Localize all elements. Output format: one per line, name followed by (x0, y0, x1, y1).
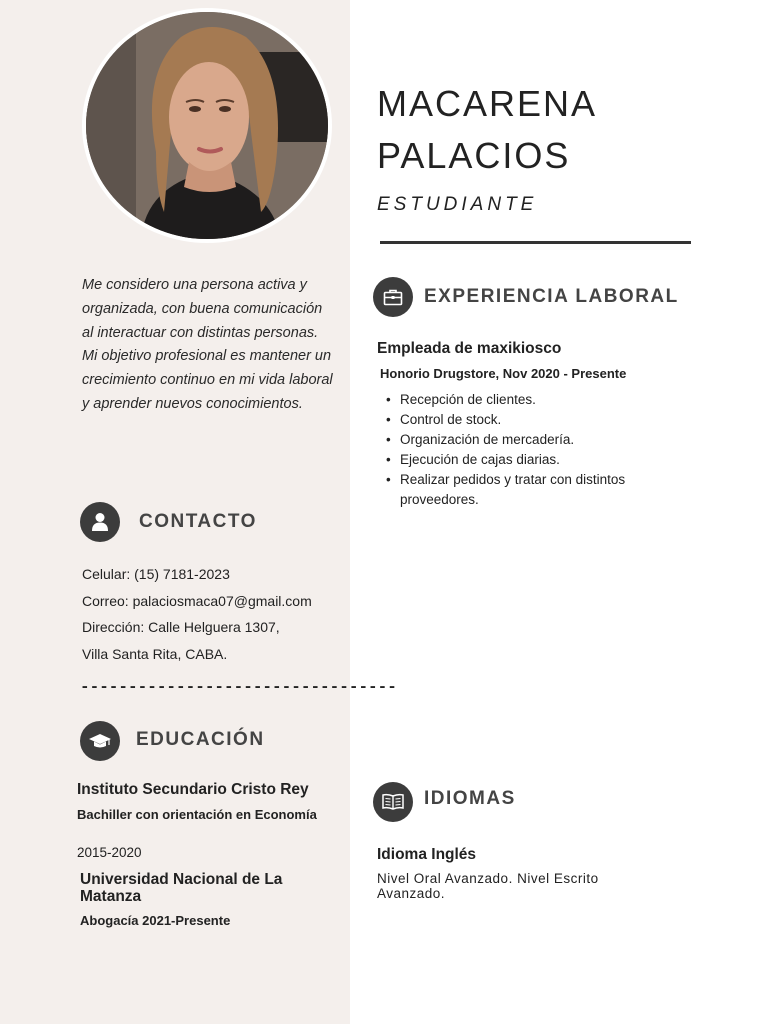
first-name: MACARENA (377, 83, 598, 124)
user-icon (80, 502, 120, 542)
list-item: • Recepción de clientes. (400, 390, 690, 410)
experience-title: EXPERIENCIA LABORAL (424, 286, 679, 307)
title-divider (380, 241, 691, 244)
briefcase-icon (373, 277, 413, 317)
graduation-cap-icon (80, 721, 120, 761)
school-name: Universidad Nacional de La Matanza (80, 871, 283, 905)
degree-text: Bachiller con orientación en Economía (77, 807, 317, 822)
job-company: Honorio Drugstore, Nov 2020 - Presente (380, 366, 627, 381)
phone-text: Celular: (15) 7181-2023 (82, 566, 230, 582)
email-text: Correo: palaciosmaca07@gmail.com (82, 592, 312, 609)
full-name (377, 78, 597, 182)
contact-list (82, 561, 312, 668)
last-name: PALACIOS (377, 135, 571, 176)
portrait-image (86, 12, 328, 239)
language-name: Idioma Inglés (377, 846, 477, 863)
list-item: • Realizar pedidos y tratar con distintos proveedores. (400, 470, 690, 510)
list-item: • Ejecución de cajas diarias. (400, 450, 690, 470)
list-item: • Organización de mercadería. (400, 430, 690, 450)
languages-title: IDIOMAS (424, 788, 516, 809)
degree-text: Abogacía 2021-Presente (80, 913, 231, 928)
book-icon (373, 782, 413, 822)
list-item: • Control de stock. (400, 410, 690, 430)
dashed-divider: --------------------------------- (80, 678, 397, 696)
about-text: Me considero una persona activa y organizada, con buena comunicación al interactuar con distintas personas. Mi objetivo profesional es mantener un crecimiento continuo en mi vida laboral y aprender nuevos conocimientos. (82, 277, 333, 412)
job-role: ESTUDIANTE (377, 194, 538, 215)
address-text-line2: Villa Santa Rita, CABA. (82, 646, 228, 663)
school-name: Instituto Secundario Cristo Rey (77, 781, 309, 798)
address-text: Dirección: Calle Helguera 1307, (82, 619, 280, 636)
language-level: Nivel Oral Avanzado. Nivel Escrito Avanzado. (377, 871, 599, 901)
contact-title: CONTACTO (139, 511, 257, 532)
profile-photo (82, 8, 332, 243)
duties-list (400, 390, 690, 510)
job-title: Empleada de maxikiosco (377, 340, 562, 357)
education-title: EDUCACIÓN (136, 729, 265, 750)
edu-dates: 2015-2020 (77, 845, 142, 860)
